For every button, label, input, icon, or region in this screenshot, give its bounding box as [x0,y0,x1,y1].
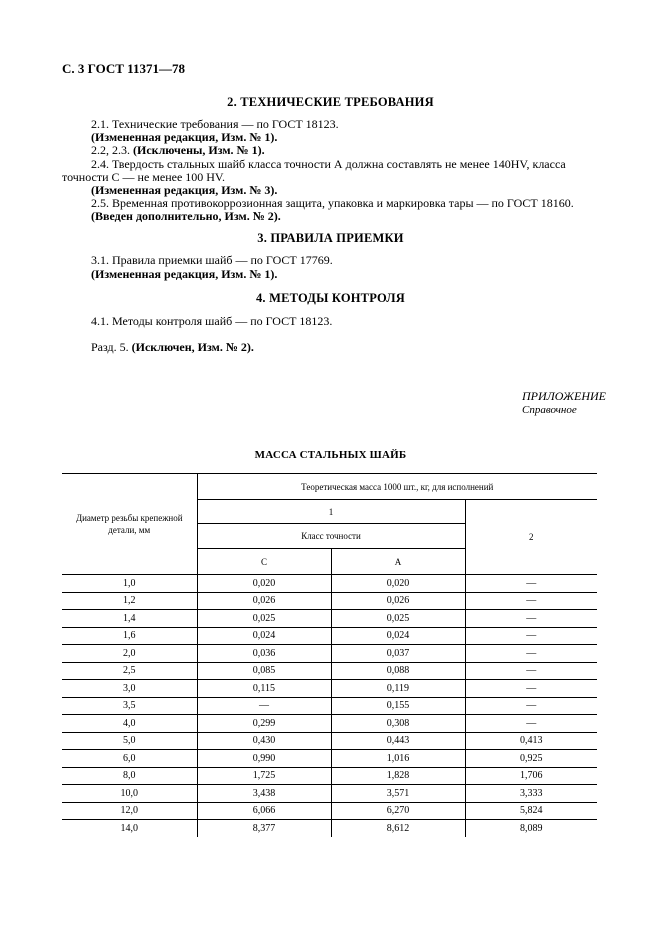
section-2-line [91,143,265,157]
section-2-line-bold: (Измененная редакция, Изм. № 1). [91,130,278,144]
cell-mass-class-c: 1,725 [197,767,331,785]
cell-diameter: 8,0 [62,767,197,785]
cell-mass-class-c: 0,026 [197,592,331,610]
table-row [62,785,597,803]
section-3-title: 3. ПРАВИЛА ПРИЕМКИ [257,231,404,245]
section-5-bold: (Исключен, Изм. № 2). [131,340,254,354]
cell-mass-class-c: 3,438 [197,785,331,803]
cell-mass-class-c: 0,990 [197,750,331,768]
section-5-note [91,340,254,354]
cell-diameter: 1,2 [62,592,197,610]
cell-mass-class-c: 0,115 [197,680,331,698]
header-execution-1: 1 [197,500,465,524]
table-row [62,820,597,837]
cell-mass-class-a: 0,025 [331,610,465,628]
cell-mass-class-a: 1,828 [331,767,465,785]
cell-diameter: 2,0 [62,645,197,663]
section-2-line [91,209,281,223]
header-mass: Теоретическая масса 1000 шт., кг, для исполнений [197,474,597,500]
cell-mass-class-c: 6,066 [197,802,331,820]
table-row [62,610,597,628]
cell-mass-class-c: 0,299 [197,715,331,733]
cell-mass-class-a: 0,088 [331,662,465,680]
appendix-label: ПРИЛОЖЕНИЕ [522,389,606,403]
table-row [62,627,597,645]
table-row [62,715,597,733]
cell-mass-execution-2: — [465,592,597,610]
page-header: С. 3 ГОСТ 11371—78 [62,61,185,76]
cell-mass-class-a: 0,308 [331,715,465,733]
cell-mass-class-c: 0,085 [197,662,331,680]
cell-diameter: 1,6 [62,627,197,645]
cell-mass-execution-2: — [465,610,597,628]
header-class-a: А [331,549,465,575]
cell-mass-execution-2: — [465,697,597,715]
header-class-c: С [197,549,331,575]
mass-table [62,473,597,837]
section-2-line-bold: (Исключены, Изм. № 1). [133,143,265,157]
cell-diameter: 5,0 [62,732,197,750]
cell-mass-execution-2: 0,413 [465,732,597,750]
cell-mass-class-a: 3,571 [331,785,465,803]
cell-mass-execution-2: 8,089 [520,822,543,834]
cell-diameter: 12,0 [62,802,197,820]
section-2-line [91,117,339,131]
cell-diameter: 14,0 [62,820,197,837]
cell-diameter: 4,0 [62,715,197,733]
section-2-line [91,183,277,197]
table-row [62,680,597,698]
table-row [62,732,597,750]
cell-mass-execution-2: — [465,645,597,663]
cell-mass-execution-2: — [465,627,597,645]
cell-diameter: 2,5 [62,662,197,680]
table-row [62,662,597,680]
cell-mass-class-c: 0,024 [197,627,331,645]
section-2-title: 2. ТЕХНИЧЕСКИЕ ТРЕБОВАНИЯ [227,95,434,109]
cell-mass-class-c: 0,025 [197,610,331,628]
cell-diameter: 10,0 [62,785,197,803]
cell-diameter: 1,0 [62,575,197,593]
section-2-line [91,196,574,210]
section-2-line [62,170,225,184]
section-5-text: Разд. 5. [91,340,132,354]
table-row [62,645,597,663]
cell-mass-execution-2: — [465,662,597,680]
cell-mass-class-a: 0,155 [331,697,465,715]
cell-diameter: 6,0 [62,750,197,768]
cell-diameter: 3,5 [62,697,197,715]
cell-mass-execution-2: — [465,680,597,698]
table-title: МАССА СТАЛЬНЫХ ШАЙБ [254,449,407,461]
section-2-line-bold: (Измененная редакция, Изм. № 3). [91,183,278,197]
table-row [62,697,597,715]
cell-mass-class-c: 0,430 [197,732,331,750]
cell-mass-execution-2: — [465,575,597,593]
table-row [62,750,597,768]
table-row [62,802,597,820]
table-row [62,592,597,610]
section-2-line-text: 2.5. Временная противокоррозионная защита, упаковка и маркировка тары — по ГОСТ 18160. [91,196,574,210]
section-2-line-text: 2.4. Твердость стальных шайб класса точности А должна составлять не менее 140HV, класса [91,157,566,171]
cell-mass-execution-2: 3,333 [465,785,597,803]
cell-mass-class-a: 0,026 [331,592,465,610]
cell-mass-class-a: 8,612 [331,820,465,837]
section-3-line-2: (Измененная редакция, Изм. № 1). [91,267,278,281]
cell-mass-class-c: 0,020 [197,575,331,593]
cell-mass-class-a: 6,270 [331,802,465,820]
table-row [62,767,597,785]
cell-mass-class-c: 8,377 [197,820,331,837]
section-2-line-text: 2.1. Технические требования — по ГОСТ 18123. [91,117,339,131]
cell-diameter: 1,4 [62,610,197,628]
section-3-line-1: 3.1. Правила приемки шайб — по ГОСТ 17769. [91,253,333,267]
cell-mass-class-a: 0,024 [331,627,465,645]
cell-diameter: 3,0 [62,680,197,698]
section-2-line-bold: (Введен дополнительно, Изм. № 2). [91,209,281,223]
section-2-line [91,130,277,144]
cell-mass-execution-2: 0,925 [465,750,597,768]
section-4-line-1: 4.1. Методы контроля шайб — по ГОСТ 18123. [91,314,333,328]
table-row [62,575,597,593]
section-2-line-text: точности С — не менее 100 HV. [62,170,226,184]
cell-mass-class-c: 0,036 [197,645,331,663]
section-2-line-text: 2.2, 2.3. [91,143,133,157]
cell-mass-class-a: 1,016 [331,750,465,768]
cell-mass-class-a: 0,037 [331,645,465,663]
cell-mass-class-a: 0,119 [331,680,465,698]
cell-mass-class-c: — [197,697,331,715]
cell-mass-execution-2: — [465,715,597,733]
cell-mass-class-a: 0,020 [331,575,465,593]
header-execution-2: 2 [465,500,597,575]
section-4-title: 4. МЕТОДЫ КОНТРОЛЯ [255,291,406,305]
header-diameter: Диаметр резьбы крепежной детали, мм [62,474,197,575]
cell-mass-class-a: 0,443 [331,732,465,750]
section-2-line [91,157,566,171]
cell-mass-execution-2: 1,706 [465,767,597,785]
header-accuracy-class: Класс точности [197,524,465,549]
cell-mass-execution-2: 5,824 [465,802,597,820]
table-body [62,575,597,837]
appendix-sublabel: Справочное [522,404,577,416]
